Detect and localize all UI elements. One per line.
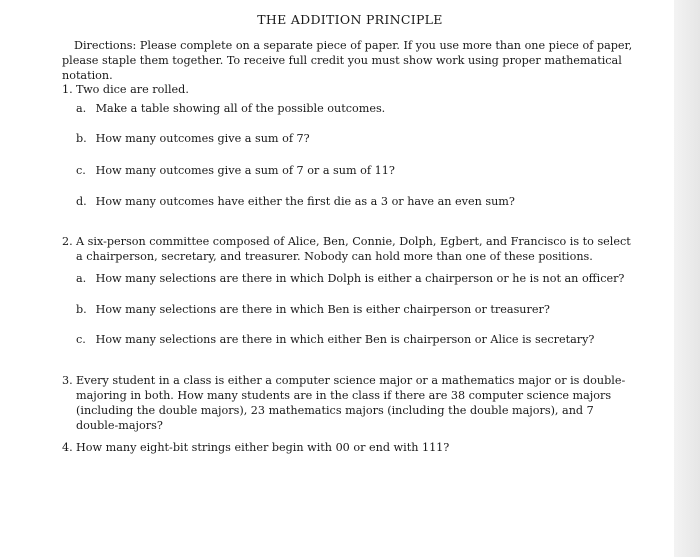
part-text: How many outcomes have either the first die as a 3 or have an even sum? — [95, 195, 515, 208]
part-label: b. — [76, 132, 87, 145]
question-1-part-a — [76, 101, 385, 116]
part-text: How many outcomes give a sum of 7 or a sum of 11? — [95, 164, 395, 177]
part-text: How many selections are there in which Dolph is either a chairperson or he is not an officer? — [95, 272, 625, 285]
question-number: 2. — [62, 235, 73, 248]
part-label: b. — [76, 303, 87, 316]
part-text: How many selections are there in which either Ben is chairperson or Alice is secretary? — [95, 333, 595, 346]
part-label: c. — [76, 333, 86, 346]
part-text: How many outcomes give a sum of 7? — [95, 132, 310, 145]
question-number: 1. — [62, 83, 73, 96]
question-text: How many eight-bit strings either begin with 00 or end with 111? — [76, 441, 450, 454]
question-text: Two dice are rolled. — [76, 83, 189, 96]
part-text: Make a table showing all of the possible outcomes. — [95, 102, 386, 115]
question-1-part-b — [76, 131, 310, 146]
part-label: c. — [76, 164, 86, 177]
part-label: d. — [76, 195, 87, 208]
directions-text: Directions: Please complete on a separate piece of paper. If you use more than one piece of paper, please staple them together. To receive full credit you must show work using proper mathematical notation. — [62, 39, 633, 82]
part-label: a. — [76, 102, 87, 115]
question-2-part-b — [76, 302, 550, 317]
part-text: How many selections are there in which Ben is either chairperson or treasurer? — [95, 303, 550, 316]
question-number: 3. — [62, 374, 73, 387]
question-2-part-c — [76, 332, 594, 347]
question-1-part-d — [76, 194, 515, 209]
page-edge-shadow — [674, 0, 700, 557]
question-text: A six-person committee composed of Alice, Ben, Connie, Dolph, Egbert, and Francisco is to select a chairperson, secretary, and treasurer. Nobody can hold more than one of these positions. — [76, 235, 631, 263]
page-title: THE ADDITION PRINCIPLE — [257, 12, 443, 27]
question-2-part-a — [76, 271, 624, 286]
question-number: 4. — [62, 441, 73, 454]
question-text: Every student in a class is either a computer science major or a mathematics major or is double-majoring in both. How many students are in the class if there are 38 computer science majors (including the double majors), 23 mathematics majors (including the double majors), and 7 double-majors? — [76, 374, 626, 432]
part-label: a. — [76, 272, 87, 285]
question-1-part-c — [76, 163, 395, 178]
